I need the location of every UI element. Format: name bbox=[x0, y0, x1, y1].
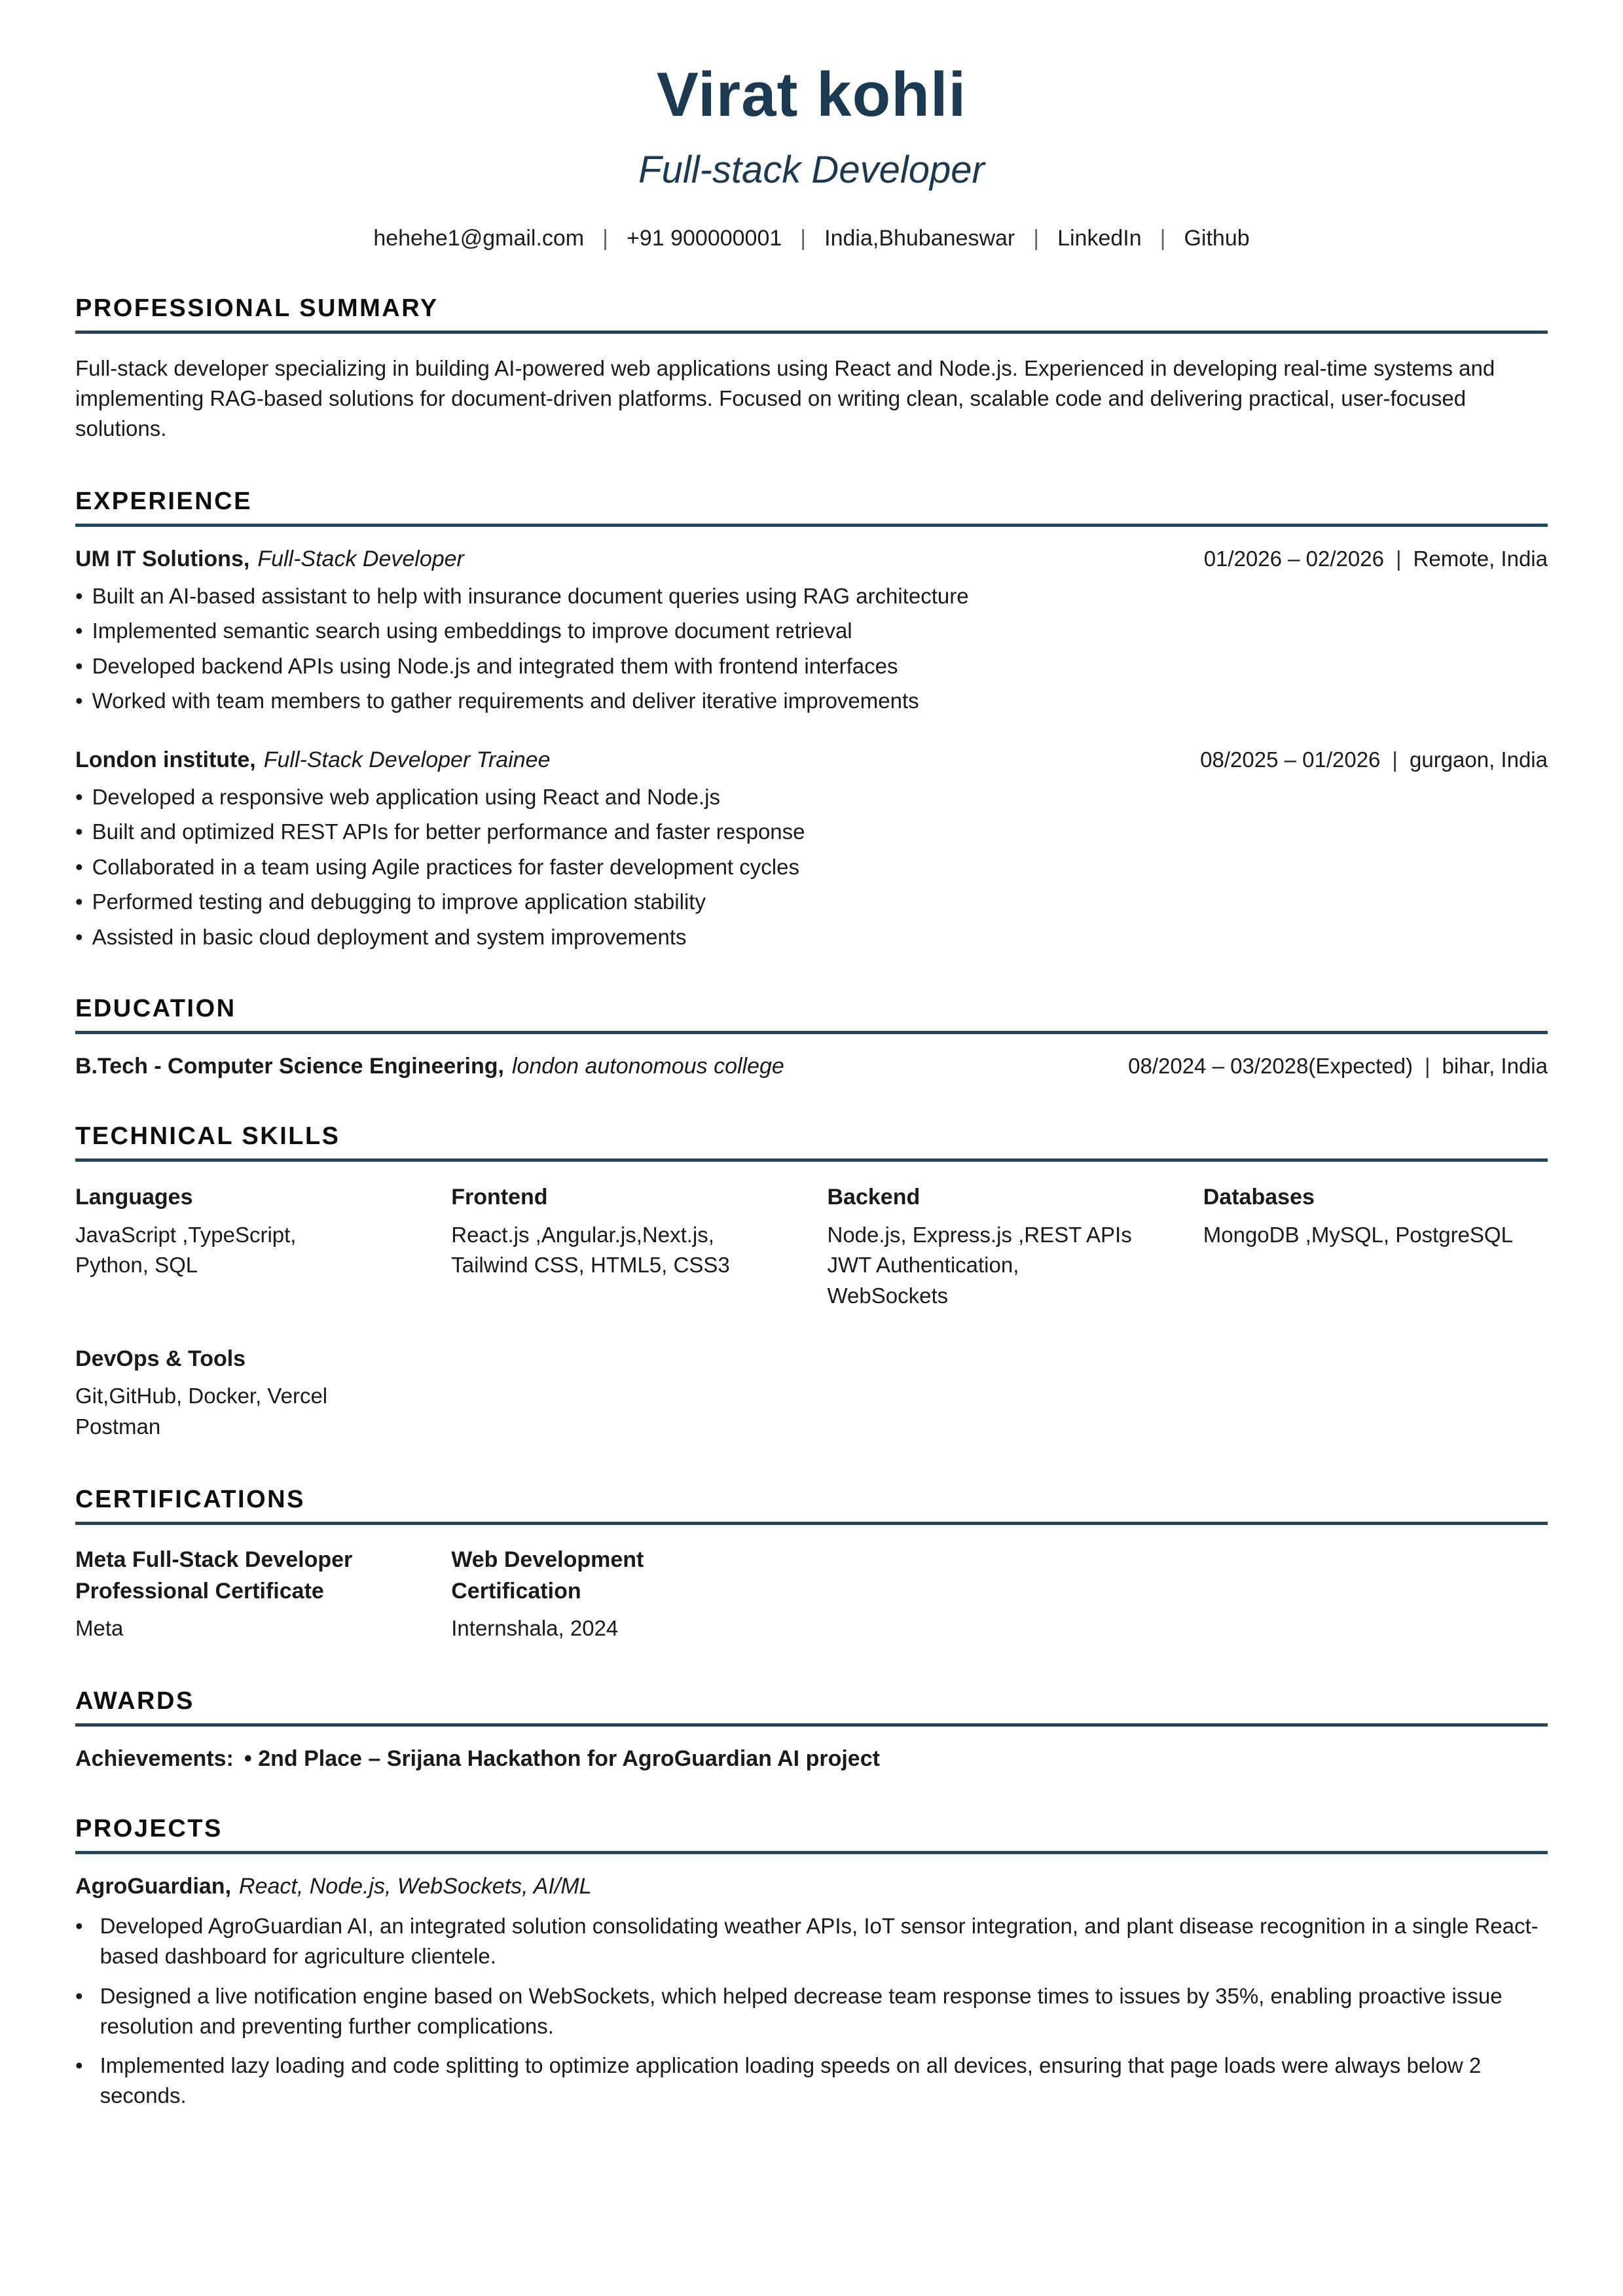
job-bullet bbox=[75, 852, 1548, 882]
job-bullet-list bbox=[75, 782, 1548, 952]
certification-title bbox=[75, 1545, 420, 1607]
project-name: AgroGuardian, bbox=[75, 1874, 232, 1899]
skill-line: Git,GitHub, Docker, Vercel bbox=[75, 1384, 328, 1408]
contact-location: India,Bhubaneswar bbox=[824, 226, 1015, 251]
job-bullet-text: • Implemented semantic search using embeddings to improve document retrieval bbox=[92, 619, 852, 643]
job-entry bbox=[75, 747, 1548, 952]
certifications-grid bbox=[75, 1545, 1548, 1644]
skill-line: React.js ,Angular.js,Next.js, bbox=[451, 1222, 714, 1247]
skill-group-label: Databases bbox=[1203, 1185, 1315, 1210]
section-heading-certifications: CERTIFICATIONS bbox=[75, 1486, 1548, 1525]
education-entry bbox=[75, 1054, 1548, 1079]
job-bullet-list bbox=[75, 581, 1548, 716]
section-heading-skills: TECHNICAL SKILLS bbox=[75, 1122, 1548, 1162]
meta-separator: | bbox=[1392, 747, 1398, 772]
certification-item bbox=[75, 1545, 420, 1644]
project-bullet bbox=[75, 1911, 1548, 1971]
education-dates: 08/2024 – 03/2028(Expected) bbox=[1128, 1054, 1413, 1079]
summary-text: Full-stack developer specializing in building AI-powered web applications using React and Node.js. Experienced in developing real-time systems and implementing RAG-based solutions for document-driven platforms. Focused on writing clean, scalable code and delivering practical, user-focused solutions. bbox=[75, 356, 1495, 441]
skill-group-databases bbox=[1203, 1181, 1548, 1312]
job-bullet bbox=[75, 581, 1548, 611]
section-professional-summary bbox=[75, 295, 1548, 444]
certifications-grid-spacer bbox=[1203, 1545, 1548, 1644]
certification-title bbox=[451, 1545, 795, 1607]
skill-group-languages bbox=[75, 1181, 420, 1312]
section-heading-summary: PROFESSIONAL SUMMARY bbox=[75, 295, 1548, 334]
school: london autonomous college bbox=[511, 1054, 784, 1079]
project-bullet bbox=[75, 2051, 1548, 2111]
job-bullet bbox=[75, 817, 1548, 847]
project-bullet bbox=[75, 1981, 1548, 2041]
contact-linkedin-link[interactable]: LinkedIn bbox=[1057, 226, 1142, 251]
skill-line: Node.js, Express.js ,REST APIs bbox=[827, 1222, 1132, 1247]
job-dates: 08/2025 – 01/2026 bbox=[1200, 747, 1381, 772]
company-name: UM IT Solutions, bbox=[75, 546, 250, 571]
skill-line: JavaScript ,TypeScript, bbox=[75, 1222, 297, 1247]
section-heading-awards: AWARDS bbox=[75, 1687, 1548, 1727]
job-bullet bbox=[75, 616, 1548, 646]
skill-group-label: DevOps & Tools bbox=[75, 1346, 246, 1372]
skill-group-label: Languages bbox=[75, 1185, 193, 1210]
job-location: gurgaon, India bbox=[1409, 747, 1548, 772]
contact-row bbox=[75, 226, 1548, 251]
education-title bbox=[75, 1054, 784, 1079]
job-bullet-text: • Performed testing and debugging to improve application stability bbox=[92, 889, 706, 914]
skill-line: JWT Authentication, bbox=[827, 1253, 1019, 1278]
job-bullet-text: • Worked with team members to gather requirements and deliver iterative improvements bbox=[92, 689, 919, 713]
certification-item bbox=[451, 1545, 795, 1644]
job-bullet bbox=[75, 686, 1548, 716]
certification-title-line: Web Development bbox=[451, 1547, 644, 1573]
awards-line bbox=[75, 1746, 1548, 1772]
job-bullet-text: • Built an AI-based assistant to help with insurance document queries using RAG architecture bbox=[92, 583, 969, 608]
skill-line: Tailwind CSS, HTML5, CSS3 bbox=[451, 1253, 730, 1278]
skill-line: Postman bbox=[75, 1414, 161, 1439]
project-bullet-text: • Designed a live notification engine based on WebSockets, which helped decrease team response times to issues by 35%, enabling proactive issue resolution and preventing further complications. bbox=[100, 1983, 1503, 2038]
skill-group-label: Backend bbox=[827, 1185, 921, 1210]
contact-separator: | bbox=[602, 226, 608, 251]
project-bullet-text: • Developed AgroGuardian AI, an integrated solution consolidating weather APIs, IoT sensor integration, and plant disease recognition in a single React-based dashboard for agriculture clientele. bbox=[100, 1914, 1539, 1969]
awards-text: • 2nd Place – Srijana Hackathon for AgroGuardian AI project bbox=[244, 1746, 880, 1772]
skills-grid bbox=[75, 1181, 1548, 1443]
job-entry bbox=[75, 547, 1548, 716]
section-heading-projects: PROJECTS bbox=[75, 1815, 1548, 1854]
meta-separator: | bbox=[1424, 1054, 1431, 1079]
contact-separator: | bbox=[1033, 226, 1040, 251]
certification-issuer: Meta bbox=[75, 1616, 124, 1641]
job-location: Remote, India bbox=[1413, 546, 1548, 571]
job-bullet bbox=[75, 922, 1548, 952]
project-stack: React, Node.js, WebSockets, AI/ML bbox=[239, 1874, 592, 1899]
certifications-grid-spacer bbox=[828, 1545, 1172, 1644]
skill-group-frontend bbox=[451, 1181, 795, 1312]
education-meta bbox=[1128, 1054, 1548, 1079]
job-title bbox=[75, 747, 551, 773]
section-projects bbox=[75, 1815, 1548, 2111]
skill-line: MongoDB ,MySQL, PostgreSQL bbox=[1203, 1222, 1513, 1247]
degree: B.Tech - Computer Science Engineering, bbox=[75, 1054, 504, 1079]
job-bullet-text: • Assisted in basic cloud deployment and system improvements bbox=[92, 924, 687, 949]
skill-group-backend bbox=[828, 1181, 1172, 1312]
certification-title-line: Professional Certificate bbox=[75, 1578, 324, 1604]
skill-group-label: Frontend bbox=[451, 1185, 548, 1210]
meta-separator: | bbox=[1395, 546, 1402, 571]
contact-separator: | bbox=[1159, 226, 1166, 251]
skill-line: Python, SQL bbox=[75, 1253, 198, 1278]
job-meta bbox=[1200, 747, 1548, 772]
section-heading-education: EDUCATION bbox=[75, 995, 1548, 1034]
candidate-name: Virat kohli bbox=[656, 60, 967, 130]
education-location: bihar, India bbox=[1442, 1054, 1548, 1079]
certification-issuer: Internshala, 2024 bbox=[451, 1616, 619, 1641]
company-name: London institute, bbox=[75, 747, 256, 772]
section-certifications bbox=[75, 1486, 1548, 1644]
section-heading-experience: EXPERIENCE bbox=[75, 488, 1548, 527]
job-header bbox=[75, 747, 1548, 773]
job-dates: 01/2026 – 02/2026 bbox=[1203, 546, 1384, 571]
job-bullet-text: • Built and optimized REST APIs for better performance and faster response bbox=[92, 819, 805, 844]
project-bullet-text: • Implemented lazy loading and code splitting to optimize application loading speeds on all devices, ensuring that page loads were always below 2 seconds. bbox=[100, 2053, 1482, 2108]
section-technical-skills bbox=[75, 1122, 1548, 1443]
certification-title-line: Certification bbox=[451, 1578, 581, 1604]
section-experience bbox=[75, 488, 1548, 952]
job-bullet-text: • Developed a responsive web application using React and Node.js bbox=[92, 784, 720, 809]
certification-title-line: Meta Full-Stack Developer bbox=[75, 1547, 353, 1573]
job-role: Full-Stack Developer Trainee bbox=[263, 747, 551, 772]
contact-separator: | bbox=[800, 226, 807, 251]
job-header bbox=[75, 547, 1548, 572]
project-bullet-list bbox=[75, 1911, 1548, 2111]
candidate-title: Full-stack Developer bbox=[638, 149, 985, 191]
contact-email: hehehe1@gmail.com bbox=[373, 226, 585, 251]
job-title bbox=[75, 547, 464, 572]
project-header bbox=[75, 1874, 1548, 1899]
contact-github-link[interactable]: Github bbox=[1184, 226, 1250, 251]
section-education bbox=[75, 995, 1548, 1079]
job-bullet-text: • Collaborated in a team using Agile practices for faster development cycles bbox=[92, 854, 799, 879]
skill-line: WebSockets bbox=[827, 1283, 949, 1308]
job-role: Full-Stack Developer bbox=[257, 546, 464, 571]
job-meta bbox=[1204, 547, 1548, 571]
job-bullet-text: • Developed backend APIs using Node.js and integrated them with frontend interfaces bbox=[92, 653, 898, 678]
job-bullet bbox=[75, 782, 1548, 812]
job-bullet bbox=[75, 651, 1548, 681]
skill-group-devops-tools bbox=[75, 1343, 420, 1443]
contact-phone: +91 900000001 bbox=[626, 226, 782, 251]
section-awards bbox=[75, 1687, 1548, 1772]
resume-header bbox=[75, 59, 1548, 251]
job-bullet bbox=[75, 887, 1548, 917]
awards-label: Achievements: bbox=[75, 1746, 234, 1772]
